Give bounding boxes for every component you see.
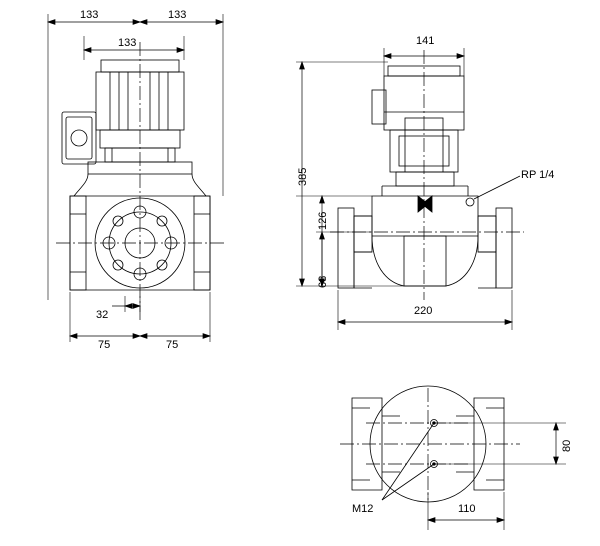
bottom-view-dimension-lines xyxy=(428,423,558,522)
front-view-geometry xyxy=(62,60,210,290)
bottom-view-centrelines xyxy=(340,388,520,500)
dim-front-total-left: 133 xyxy=(80,9,99,21)
dim-side-mid-height: 126 xyxy=(317,211,329,230)
dim-bottom-bolt-size: M12 xyxy=(352,503,374,515)
dim-front-flange-left: 75 xyxy=(98,339,111,351)
dim-bottom-bolt-spacing: 80 xyxy=(561,439,573,452)
dim-front-flange-right: 75 xyxy=(166,339,179,351)
front-view-dimension-lines xyxy=(48,20,223,339)
dim-side-tapping: RP 1/4 xyxy=(521,169,555,181)
side-view-geometry xyxy=(338,66,520,288)
dim-side-total-height: 385 xyxy=(297,167,309,186)
dim-front-bolt-offset: 32 xyxy=(96,309,109,321)
dim-front-total-right: 133 xyxy=(168,9,187,21)
side-view-dimension-lines xyxy=(297,54,512,325)
dim-side-motor-width: 141 xyxy=(416,35,435,47)
dim-side-port-to-port: 220 xyxy=(414,305,433,317)
front-view-centrelines xyxy=(56,42,224,320)
side-view-centrelines xyxy=(330,50,524,300)
dim-bottom-width: 110 xyxy=(458,503,476,515)
bottom-view-extension-lines xyxy=(428,423,566,530)
dim-side-base-height: 68 xyxy=(317,275,329,288)
front-view-extension-lines xyxy=(48,14,223,342)
dim-front-motor-width: 133 xyxy=(118,37,137,49)
